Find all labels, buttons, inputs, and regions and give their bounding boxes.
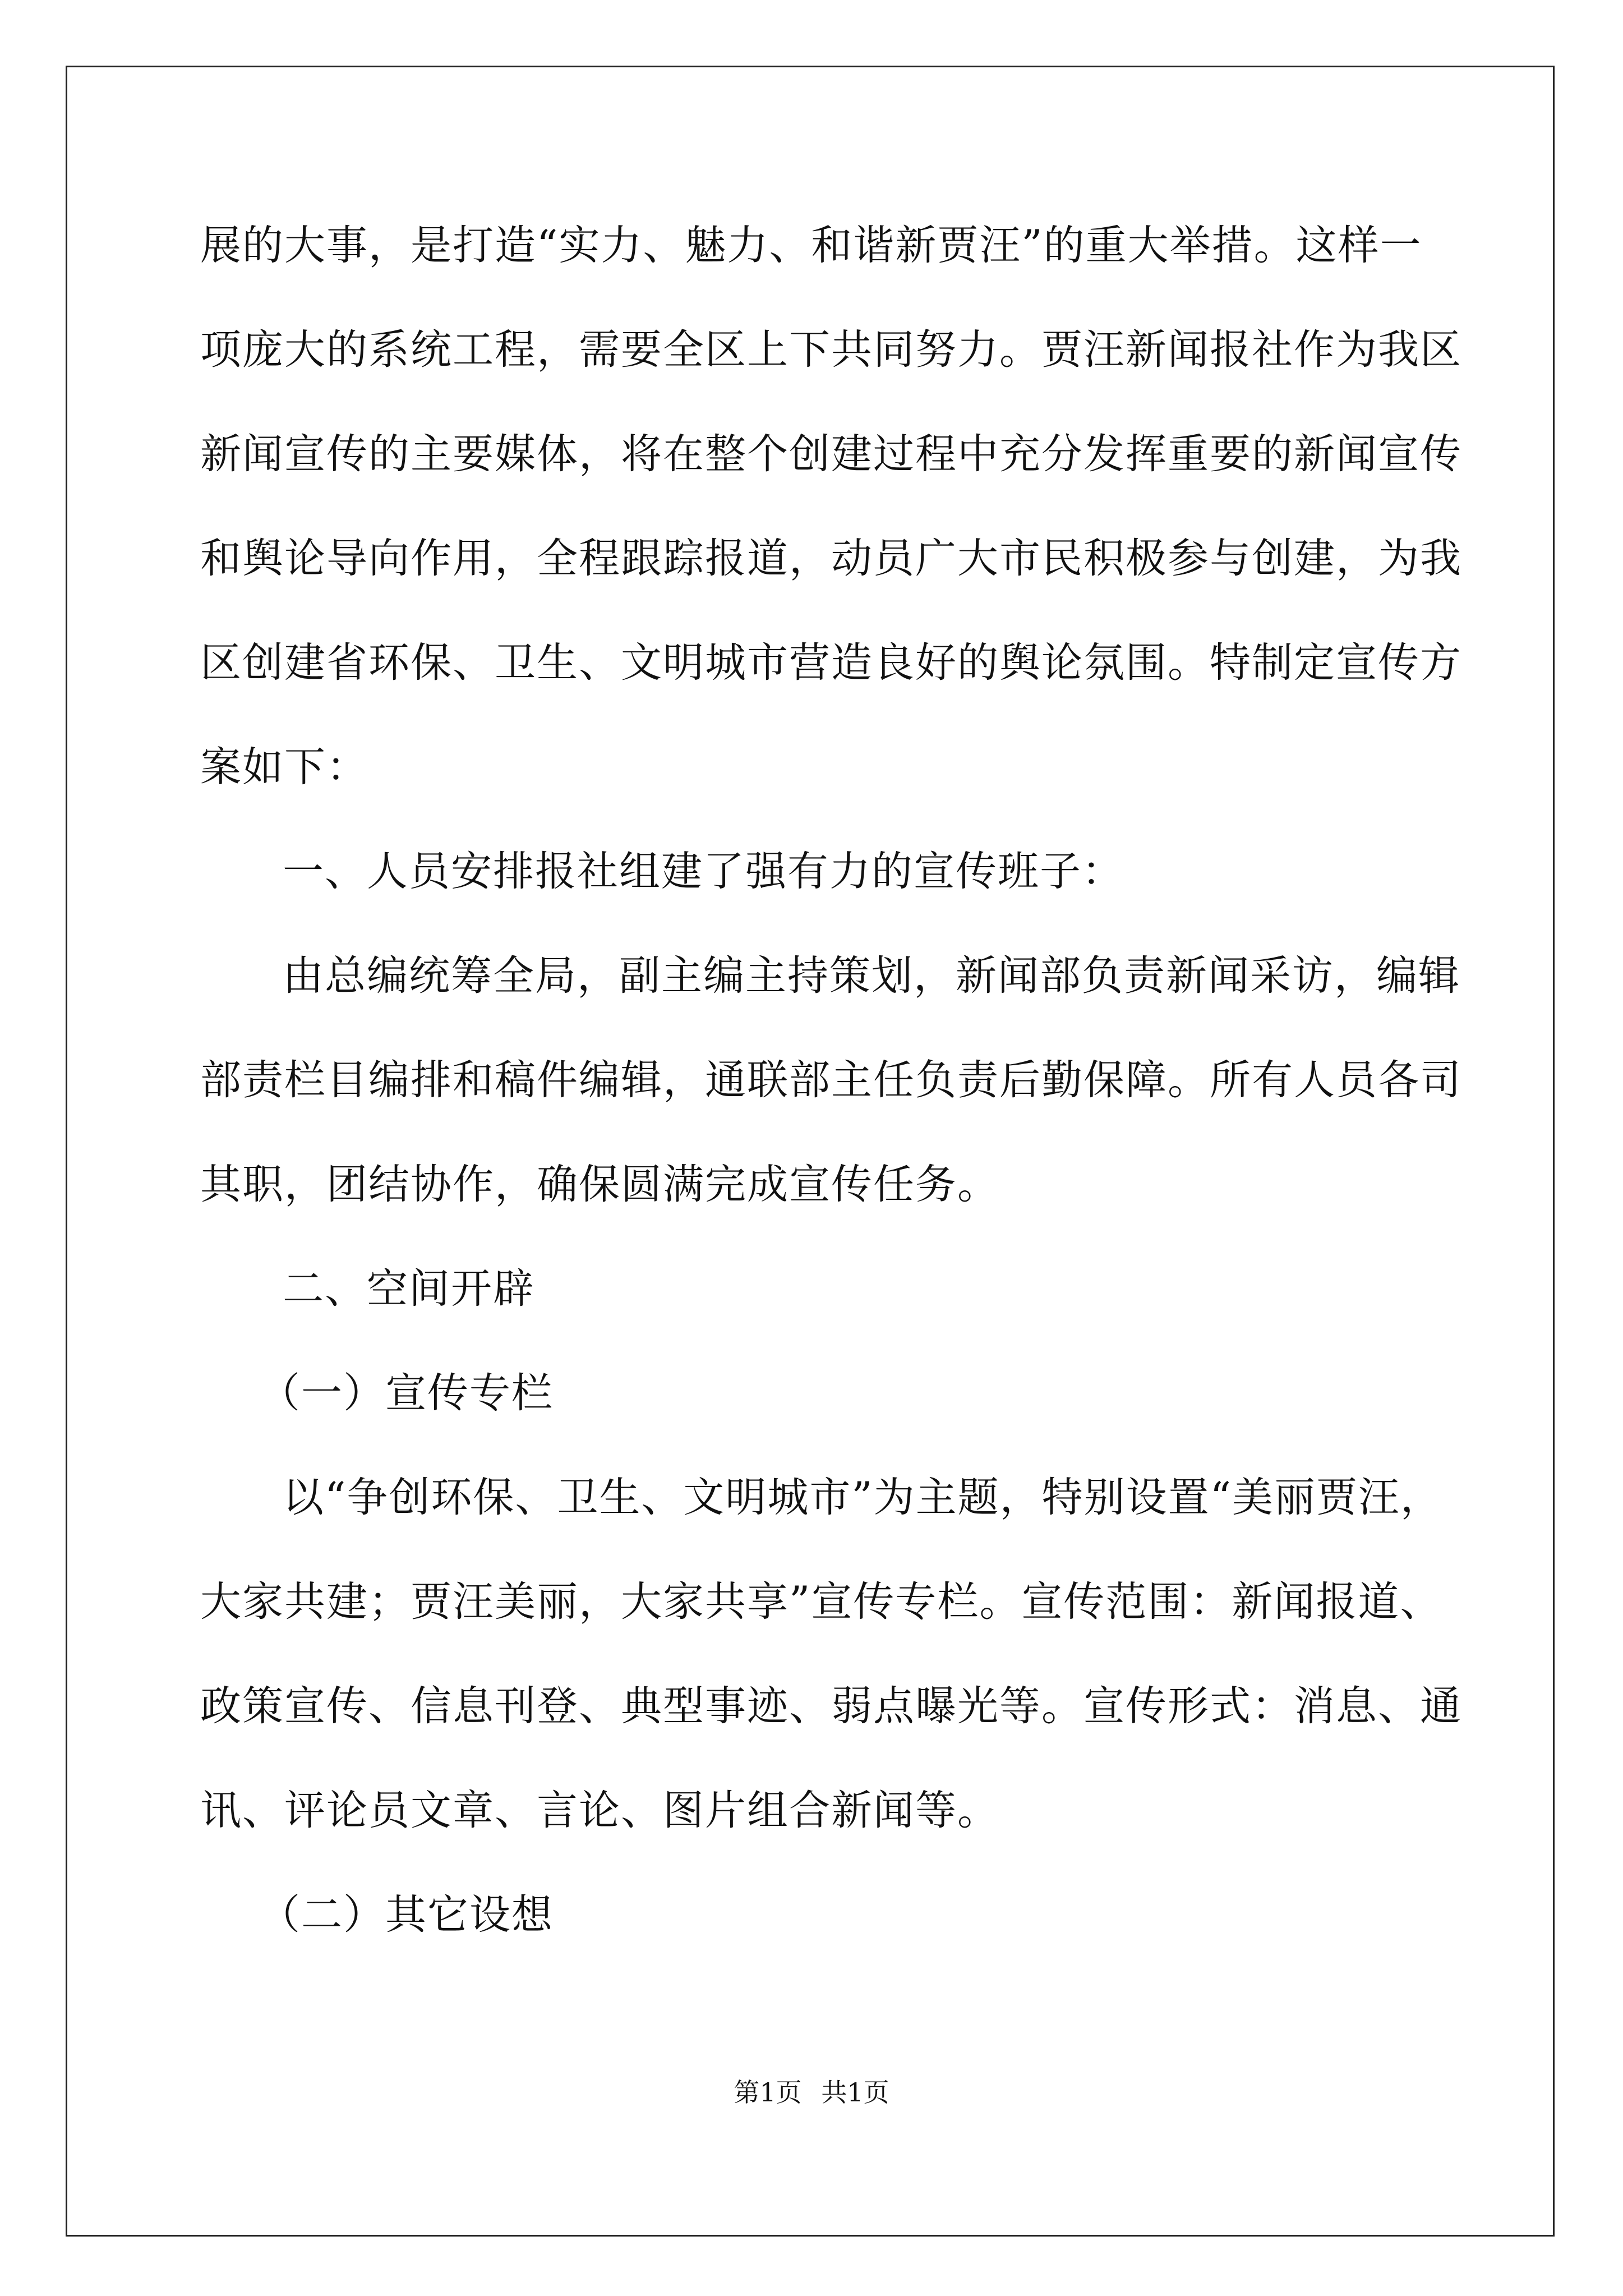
paragraph-line: 由总编统筹全局，副主编主持策划，新闻部负责新闻采访，编辑 (283, 952, 1460, 1000)
paragraph-line: 案如下： (200, 743, 368, 791)
document-body (200, 194, 1462, 1967)
paragraph-line: 以“争创环保、卫生、文明城市”为主题，特别设置“美丽贾汪， (283, 1474, 1442, 1521)
paragraph-line: 政策宣传、信息刊登、典型事迹、弱点曝光等。宣传形式：消息、通 (200, 1682, 1462, 1730)
paragraph-line: 部责栏目编排和稿件编辑，通联部主任负责后勤保障。所有人员各司 (200, 1056, 1462, 1104)
paragraph-line: 新闻宣传的主要媒体，将在整个创建过程中充分发挥重要的新闻宣传 (200, 430, 1462, 478)
section-heading: 二、空间开辟 (283, 1265, 535, 1313)
page-footer (0, 2076, 1623, 2109)
subsection-heading: （二）其它设想 (259, 1891, 554, 1939)
paragraph-line: 和舆论导向作用，全程跟踪报道，动员广大市民积极参与创建，为我 (200, 535, 1462, 582)
paragraph-line: 展的大事，是打造“实力、魅力、和谐新贾汪”的重大举措。这样一 (200, 222, 1422, 269)
paragraph-line: 项庞大的系统工程，需要全区上下共同努力。贾汪新闻报社作为我区 (200, 326, 1462, 374)
paragraph-line: 讯、评论员文章、言论、图片组合新闻等。 (200, 1787, 999, 1834)
page-total: 共1页 (821, 2077, 889, 2108)
subsection-heading: （一）宣传专栏 (259, 1369, 554, 1417)
section-heading: 一、人员安排报社组建了强有力的宣传班子： (283, 848, 1124, 895)
paragraph-line: 其职，团结协作，确保圆满完成宣传任务。 (200, 1161, 999, 1208)
paragraph-line: 大家共建；贾汪美丽，大家共享”宣传专栏。宣传范围：新闻报道、 (200, 1578, 1442, 1626)
page-number: 第1页 (734, 2077, 802, 2108)
paragraph-line: 区创建省环保、卫生、文明城市营造良好的舆论氛围。特制定宣传方 (200, 639, 1462, 687)
